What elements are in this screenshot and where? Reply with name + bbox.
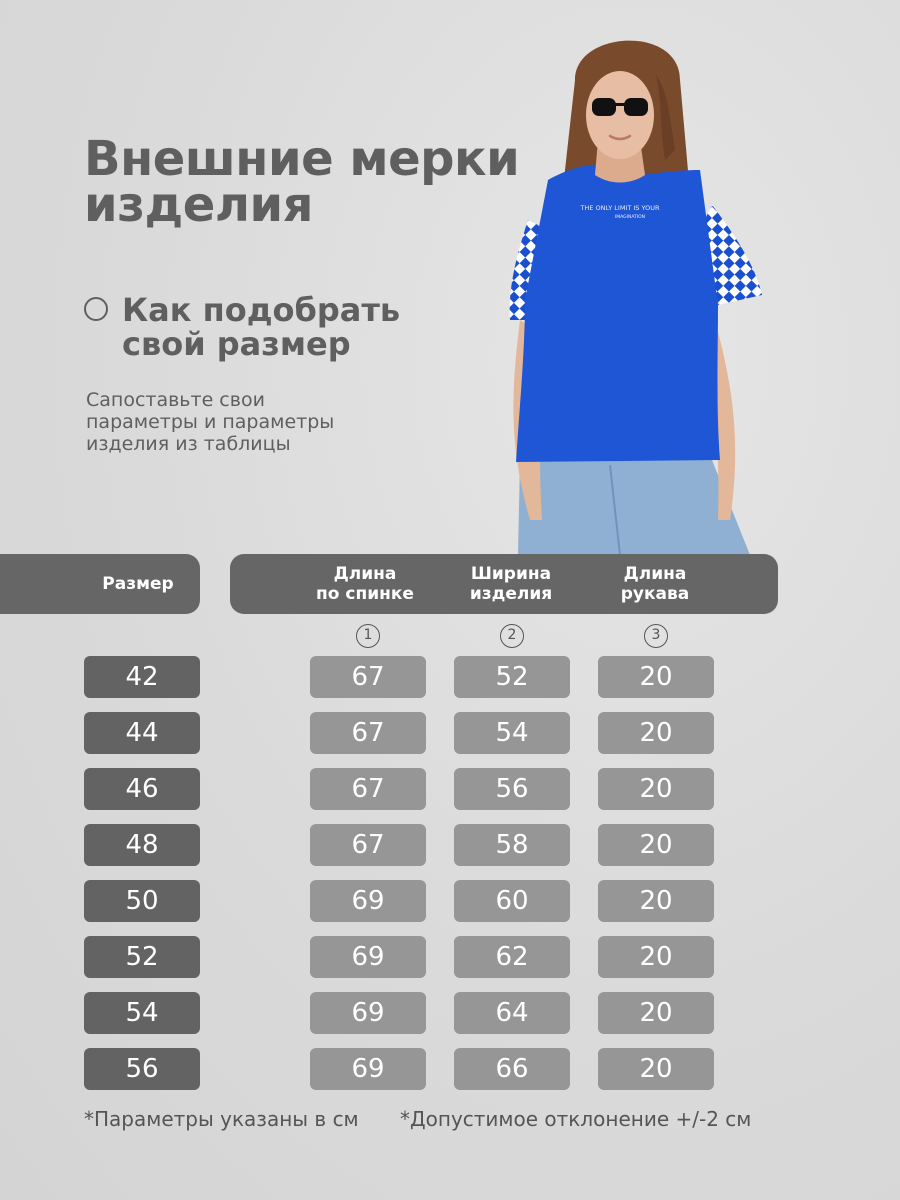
size-header <box>0 554 200 614</box>
table-row <box>0 880 900 922</box>
size-cell: 56 <box>84 1048 200 1090</box>
size-cell: 46 <box>84 768 200 810</box>
size-cell: 42 <box>84 656 200 698</box>
sleeve-header-line2: рукава <box>620 584 690 604</box>
width-cell: 64 <box>454 992 570 1034</box>
length-header-line2: по спинке <box>316 584 414 604</box>
size-cell: 48 <box>84 824 200 866</box>
size-cell: 44 <box>84 712 200 754</box>
width-header-line2: изделия <box>469 584 553 604</box>
page-title-line1: Внешние мерки <box>84 131 520 187</box>
table-row <box>0 992 900 1034</box>
sleeve-cell: 20 <box>598 880 714 922</box>
sleeve-cell: 20 <box>598 1048 714 1090</box>
width-cell: 54 <box>454 712 570 754</box>
sleeve-header-line1: Длина <box>623 564 687 584</box>
table-row <box>0 1048 900 1090</box>
width-header-line1: Ширина <box>470 564 552 584</box>
width-cell: 66 <box>454 1048 570 1090</box>
sleeve-cell: 20 <box>598 936 714 978</box>
jeans-shape <box>518 460 750 555</box>
description-line3: изделия из таблицы <box>86 433 291 455</box>
width-cell: 58 <box>454 824 570 866</box>
description-line2: параметры и параметры <box>86 411 335 433</box>
length-number-badge: 1 <box>356 624 380 648</box>
length-cell: 67 <box>310 768 426 810</box>
table-row <box>0 768 900 810</box>
size-cell: 54 <box>84 992 200 1034</box>
width-cell: 62 <box>454 936 570 978</box>
description <box>86 389 334 455</box>
length-cell: 69 <box>310 1048 426 1090</box>
length-cell: 67 <box>310 824 426 866</box>
table-row <box>0 936 900 978</box>
sleeve-cell: 20 <box>598 768 714 810</box>
shirt-print-line1: THE ONLY LIMIT IS YOUR <box>580 204 660 212</box>
width-cell: 56 <box>454 768 570 810</box>
description-line1: Сапоставьте свои <box>86 389 265 411</box>
length-cell: 67 <box>310 712 426 754</box>
size-cell: 52 <box>84 936 200 978</box>
units-footnote: *Параметры указаны в см <box>84 1107 359 1131</box>
sleeve-cell: 20 <box>598 824 714 866</box>
tolerance-footnote: *Допустимое отклонение +/-2 см <box>400 1107 752 1131</box>
length-cell: 67 <box>310 656 426 698</box>
length-cell: 69 <box>310 936 426 978</box>
length-header-line1: Длина <box>333 564 397 584</box>
page-title-line2: изделия <box>84 177 313 233</box>
width-cell: 52 <box>454 656 570 698</box>
width-number-badge: 2 <box>500 624 524 648</box>
table-row <box>0 712 900 754</box>
width-cell: 60 <box>454 880 570 922</box>
measurements-header <box>230 554 778 614</box>
howto-line1: Как подобрать <box>122 291 401 329</box>
howto-line2: свой размер <box>122 325 351 363</box>
length-cell: 69 <box>310 880 426 922</box>
table-row <box>0 656 900 698</box>
sleeve-number-badge: 3 <box>644 624 668 648</box>
model-photo <box>480 20 790 555</box>
table-row <box>0 824 900 866</box>
size-cell: 50 <box>84 880 200 922</box>
howto-heading <box>122 293 400 361</box>
width-header <box>456 564 566 604</box>
length-cell: 69 <box>310 992 426 1034</box>
sleeve-header <box>600 564 710 604</box>
circle-icon <box>84 297 108 321</box>
sleeve-cell: 20 <box>598 712 714 754</box>
sleeve-cell: 20 <box>598 992 714 1034</box>
shirt-print-line2: IMAGINATION <box>614 215 646 220</box>
page-title <box>84 131 520 233</box>
length-header <box>310 564 420 604</box>
sleeve-cell: 20 <box>598 656 714 698</box>
size-header-label: Размер <box>102 574 174 594</box>
